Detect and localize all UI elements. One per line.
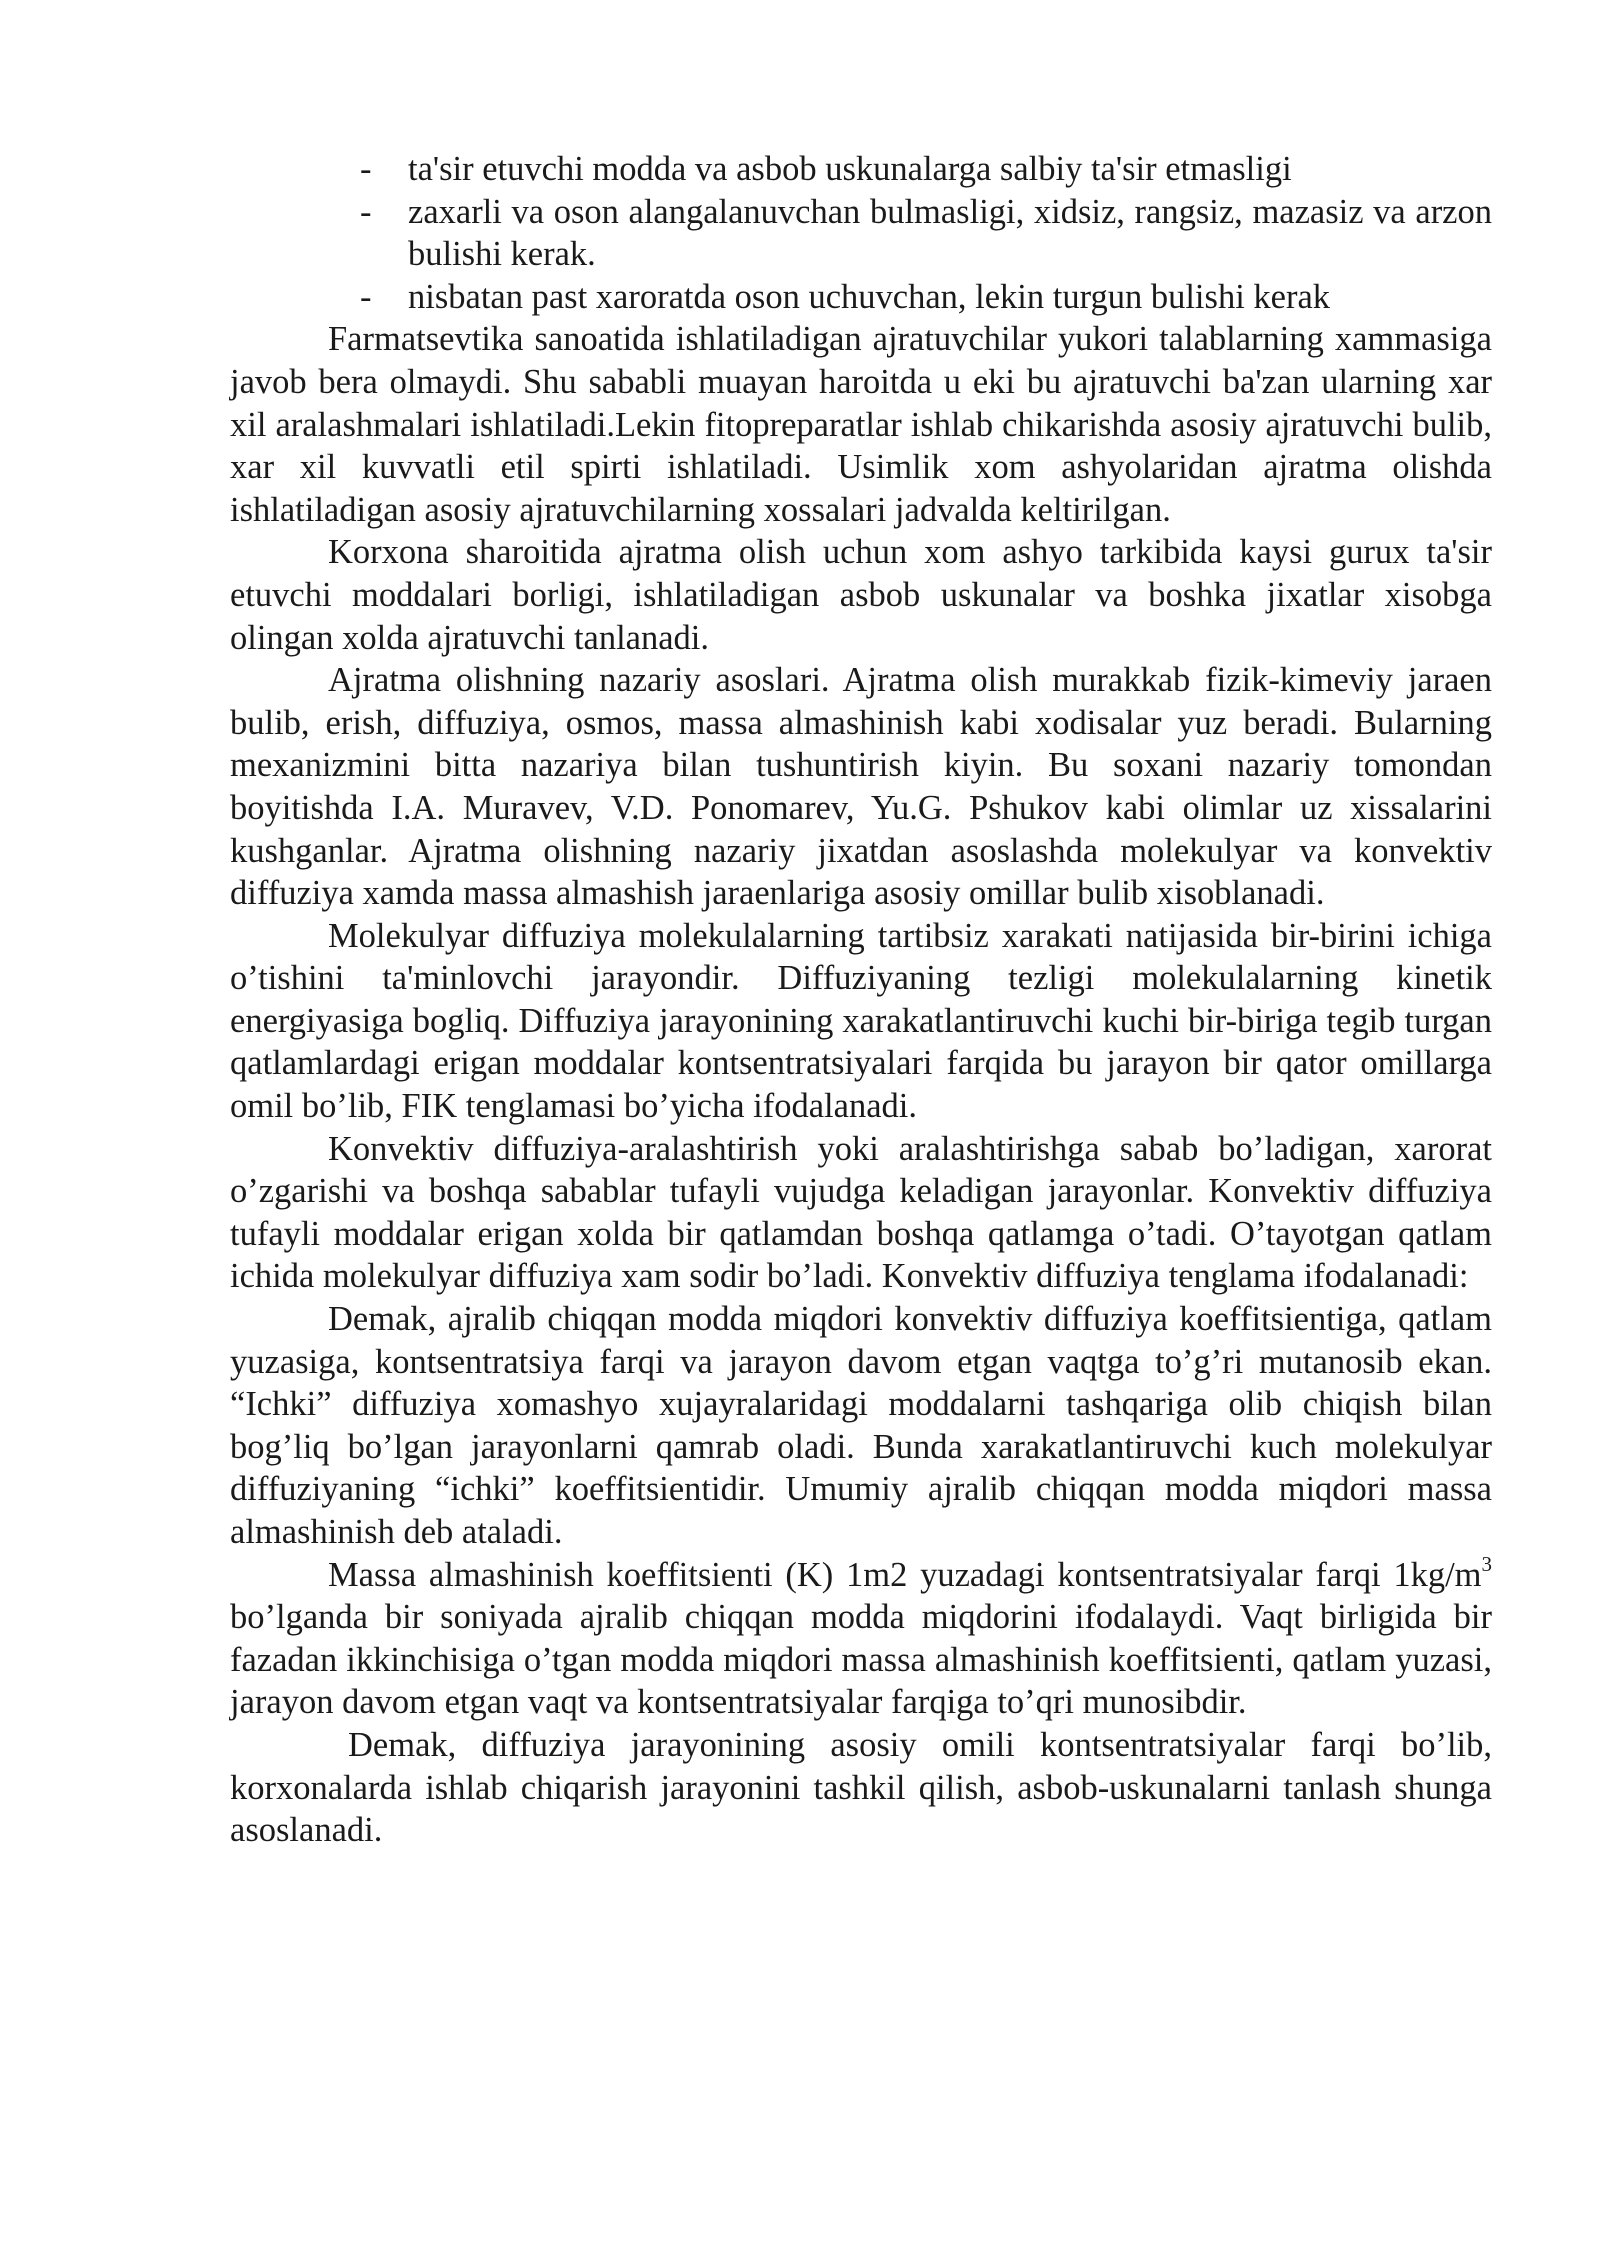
list-item xyxy=(230,191,1492,276)
paragraph: Konvektiv diffuziya-aralashtirish yoki aralashtirishga sabab bo’ladigan, xarorat o’zgarishi va boshqa sabablar tufayli vujudga keladigan jarayonlar. Konvektiv diffuziya tufayli moddalar erigan xolda bir qatlamdan boshqa qatlamga o’tadi. O’tayotgan qatlam ichida molekulyar diffuziya xam sodir bo’ladi. Konvektiv diffuziya tenglama ifodalanadi: xyxy=(230,1129,1492,1296)
list-item-text: nisbatan past xaroratda oson uchuvchan, lekin turgun bulishi kerak xyxy=(408,277,1331,316)
requirements-list xyxy=(230,148,1492,318)
superscript: 3 xyxy=(1481,1552,1492,1577)
paragraph: Korxona sharoitida ajratma olish uchun xom ashyo tarkibida kaysi gurux ta'sir etuvchi moddalari borligi, ishlatiladigan asbob uskunalar va boshka jixatlar xisobga olingan xolda ajratuvchi tanlanadi. xyxy=(230,533,1492,657)
list-item xyxy=(230,148,1492,191)
bullet-dash: - xyxy=(360,192,372,231)
paragraph: Ajratma olishning nazariy asoslari. Ajratma olish murakkab fizik-kimeviy jaraen bulib, erish, diffuziya, osmos, massa almashinish kabi xodisalar yuz beradi. Bularning mexanizmini bitta nazariya bilan tushuntirish kiyin. Bu soxani nazariy tomondan boyitishda I.A. Muravev, V.D. Ponomarev, Yu.G. Pshukov kabi olimlar uz xissalarini kushganlar. Ajratma olishning nazariy jixatdan asoslashda molekulyar va konvektiv diffuziya xamda massa almashish jaraenlariga asosiy omillar bulib xisoblanadi. xyxy=(230,661,1492,913)
paragraph: Demak, ajralib chiqqan modda miqdori konvektiv diffuziya koeffitsientiga, qatlam yuzasiga, kontsentratsiya farqi va jarayon davom etgan vaqtga to’g’ri mutanosib ekan. “Ichki” diffuziya xomashyo xujayralaridagi moddalarni tashqariga olib chiqish bilan bog’liq bo’lgan jarayonlarni qamrab oladi. Bunda xarakatlantiruvchi kuch molekulyar diffuziyaning “ichki” koeffitsientidir. Umumiy ajralib chiqqan modda miqdori massa almashinish deb ataladi. xyxy=(230,1300,1492,1551)
paragraph-text: bo’lganda bir soniyada ajralib chiqqan modda miqdorini ifodalaydi. Vaqt birligida bir fazadan ikkinchisiga o’tgan modda miqdori massa almashinish koeffitsienti, qatlam yuzasi, jarayon davom etgan vaqt va kontsentratsiyalar farqiga to’qri munosibdir. xyxy=(230,1598,1492,1722)
final-paragraph: Demak, diffuziya jarayonining asosiy omili kontsentratsiyalar farqi bo’lib, korxonalarda ishlab chiqarish jarayonini tashkil qilish, asbob-uskunalarni tanlash shunga asoslanadi. xyxy=(230,1725,1492,1850)
list-item-text: zaxarli va oson alangalanuvchan bulmasligi, xidsiz, rangsiz, mazasiz va arzon bulishi kerak. xyxy=(408,192,1492,274)
list-item xyxy=(230,276,1492,319)
bullet-dash: - xyxy=(360,150,372,188)
paragraph: Molekulyar diffuziya molekulalarning tartibsiz xarakati natijasida bir-birini ichiga o’tishini ta'minlovchi jarayondir. Diffuziyaning tezligi molekulalarning kinetik energiyasiga bogliq. Diffuziya jarayonining xarakatlantiruvchi kuchi bir-biriga tegib turgan qatlamlardagi erigan moddalar kontsentratsiyalari farqida bu jarayon bir qator omillarga omil bo’lib, FIK tenglamasi bo’yicha ifodalanadi. xyxy=(230,916,1492,1126)
bullet-dash: - xyxy=(360,277,372,316)
mass-transfer-paragraph xyxy=(230,1554,1492,1724)
paragraph-text: Massa almashinish koeffitsienti (K) 1m2 yuzadagi kontsentratsiyalar farqi 1kg/m xyxy=(328,1555,1482,1594)
paragraph: Farmatsevtika sanoatida ishlatiladigan ajratuvchilar yukori talablarning xammasiga javob bera olmaydi. Shu sababli muayan haroitda u eki bu ajratuvchi ba'zan ularning xar xil aralashmalari ishlatiladi.Lekin fitopreparatlar ishlab chikarishda asosiy ajratuvchi bulib, xar xil kuvvatli etil spirti ishlatiladi. Usimlik xom ashyolaridan ajratma olishda ishlatiladigan asosiy ajratuvchilarning xossalari jadvalda keltirilgan. xyxy=(230,320,1492,529)
document-page xyxy=(230,148,1492,1852)
list-item-text: ta'sir etuvchi modda va asbob uskunalarga salbiy ta'sir etmasligi xyxy=(408,150,1292,188)
